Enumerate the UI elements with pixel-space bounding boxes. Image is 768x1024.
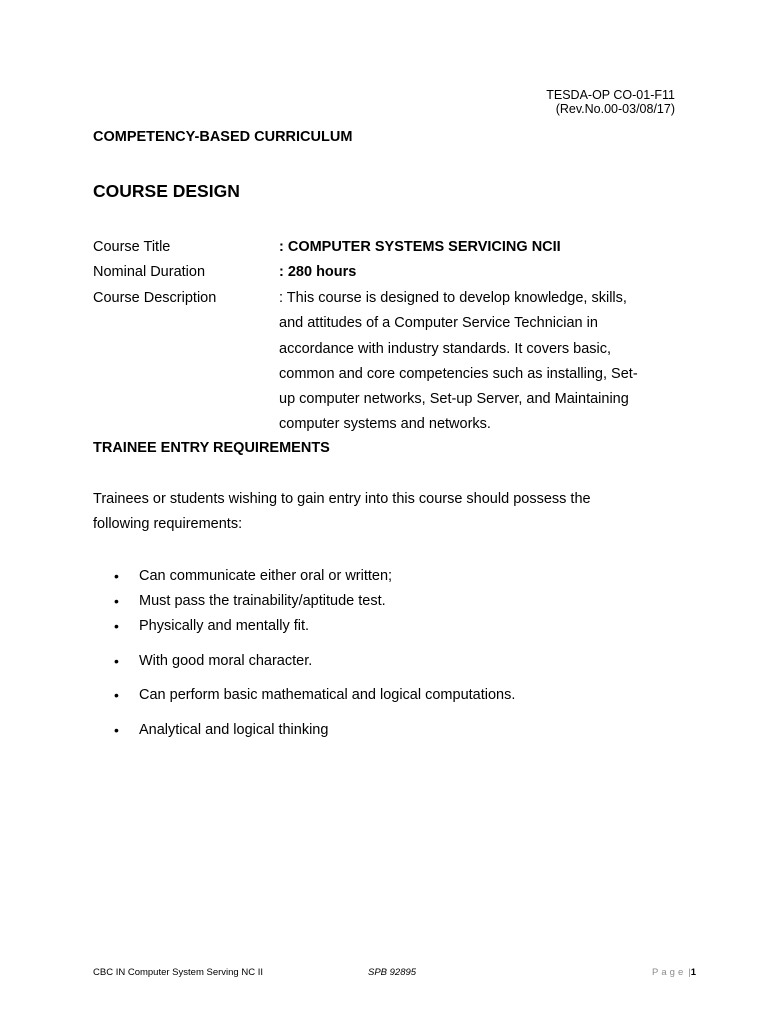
description-line: common and core competencies such as installing, Set- <box>279 365 638 382</box>
revision-number: (Rev.No.00-03/08/17) <box>555 102 675 116</box>
description-line: computer systems and networks. <box>279 416 491 433</box>
course-description-label: Course Description <box>93 290 217 306</box>
trainee-entry-heading: TRAINEE ENTRY REQUIREMENTS <box>93 440 330 456</box>
course-title-label: Course Title <box>93 239 171 255</box>
course-title-value: : COMPUTER SYSTEMS SERVICING NCII <box>279 239 561 255</box>
bullet-icon: • <box>114 618 119 634</box>
requirement-text: Can communicate either oral or written; <box>139 568 393 584</box>
footer-course-name: CBC IN Computer System Serving NC II <box>93 967 263 978</box>
nominal-duration-label: Nominal Duration <box>93 264 206 280</box>
bullet-icon: • <box>114 722 119 738</box>
bullet-icon: • <box>114 593 119 609</box>
bullet-icon: • <box>114 653 119 669</box>
page-label: Page <box>652 967 687 978</box>
requirement-text: Must pass the trainability/aptitude test. <box>139 593 386 609</box>
curriculum-heading: COMPETENCY-BASED CURRICULUM <box>93 129 353 145</box>
intro-line: Trainees or students wishing to gain entry into this course should possess the <box>93 491 591 507</box>
description-line: : This course is designed to develop knowledge, skills, <box>279 290 627 306</box>
requirement-text: With good moral character. <box>139 653 313 669</box>
bullet-icon: • <box>114 568 119 584</box>
bullet-icon: • <box>114 687 119 703</box>
document-code: TESDA-OP CO-01-F11 <box>546 88 675 102</box>
course-design-heading: COURSE DESIGN <box>93 181 240 201</box>
requirement-text: Can perform basic mathematical and logical computations. <box>139 687 516 703</box>
intro-line: following requirements: <box>93 516 243 533</box>
entry-intro-paragraph <box>93 487 591 538</box>
footer-page-number <box>652 967 696 978</box>
page-number: 1 <box>690 967 696 978</box>
page-separator: | <box>688 967 691 978</box>
nominal-duration-value: : 280 hours <box>279 264 357 280</box>
footer-code: SPB 92895 <box>368 967 417 978</box>
description-line: accordance with industry standards. It covers basic, <box>279 340 612 357</box>
document-code-block <box>546 88 675 116</box>
requirement-text: Physically and mentally fit. <box>139 618 310 634</box>
description-line: and attitudes of a Computer Service Technician in <box>279 315 598 332</box>
description-line: up computer networks, Set-up Server, and Maintaining <box>279 391 629 408</box>
course-description-text <box>279 286 669 438</box>
requirement-text: Analytical and logical thinking <box>139 722 329 738</box>
